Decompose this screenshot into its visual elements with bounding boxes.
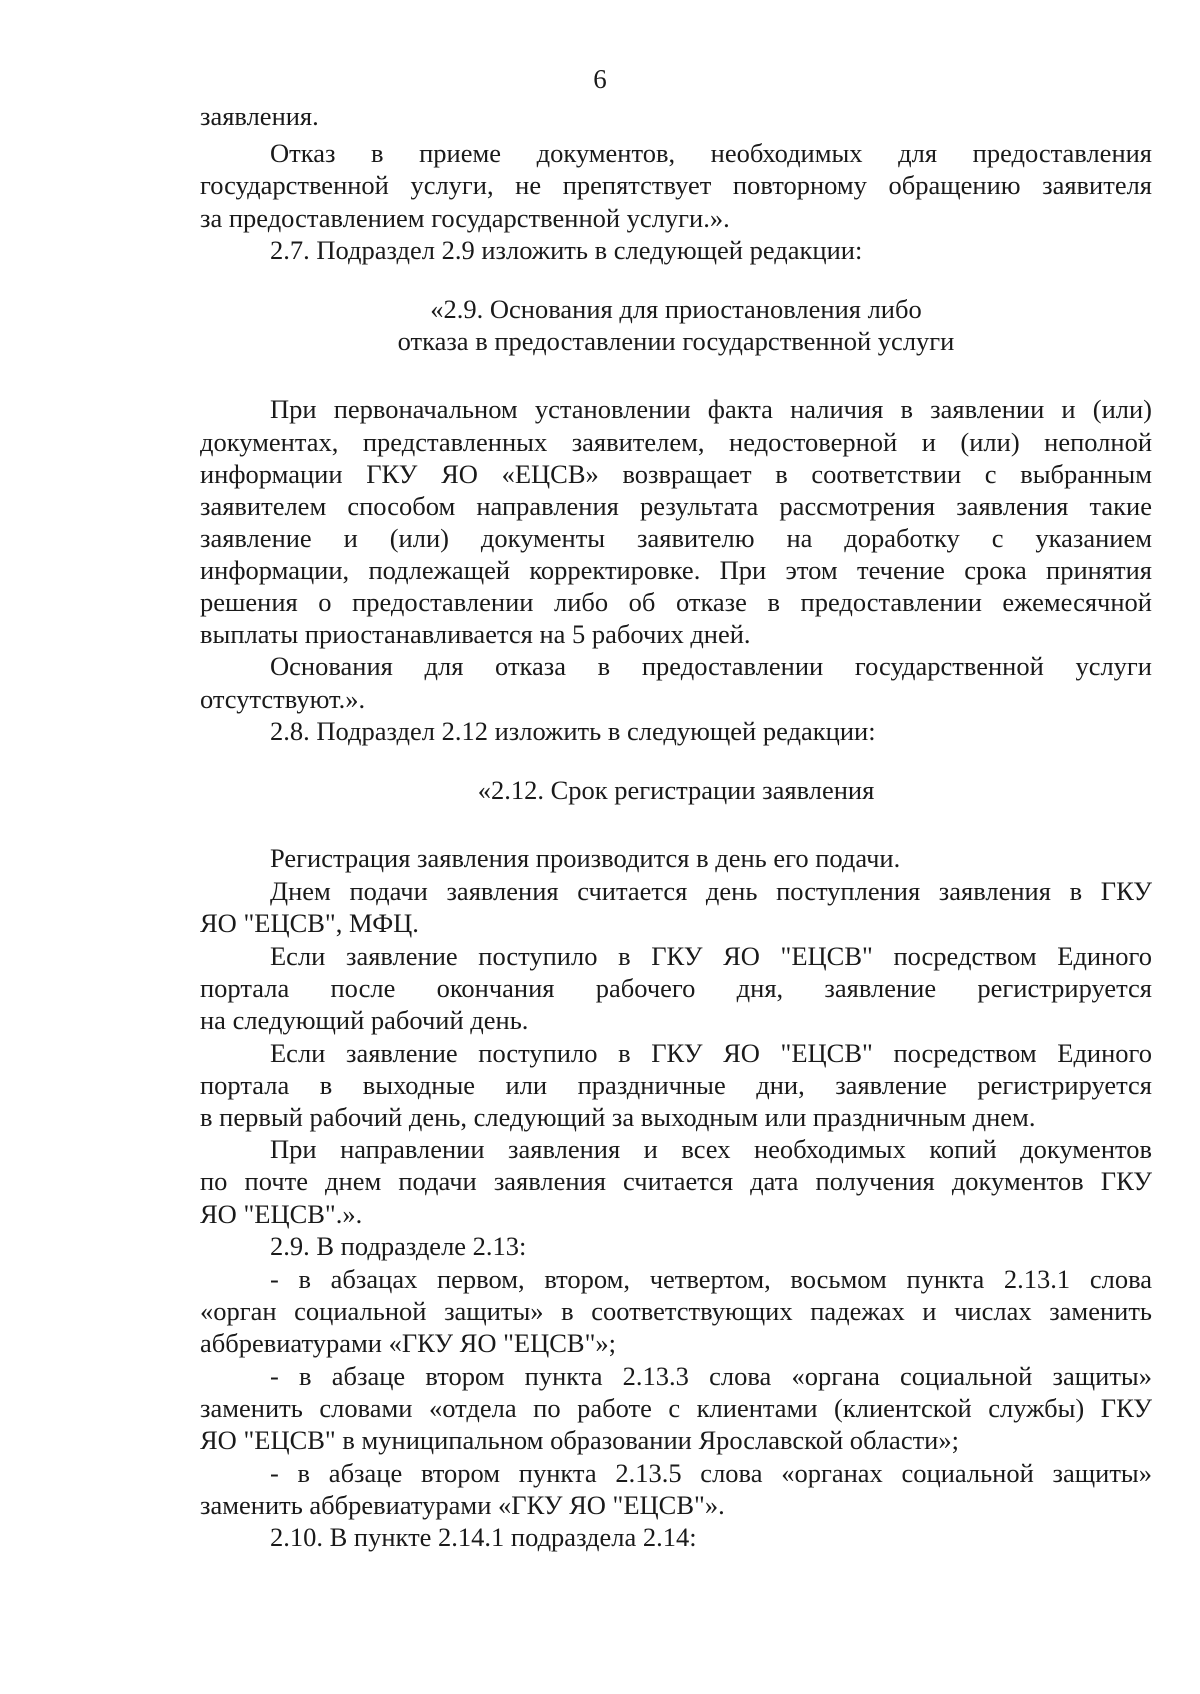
text-line: заменить аббревиатурами «ГКУ ЯО "ЕЦСВ"». xyxy=(200,1490,725,1520)
text-line: в первый рабочий день, следующий за выходным или праздничным днем. xyxy=(200,1102,1036,1132)
text-line: решения о предоставлении либо об отказе в предоставлении ежемесячной xyxy=(200,587,1152,617)
page-number: 6 xyxy=(593,64,607,94)
text-line: документах, представленных заявителем, недостоверной и (или) неполной xyxy=(200,427,1152,457)
text-line: заменить словами «отдела по работе с клиентами (клиентской службы) ГКУ xyxy=(200,1393,1152,1423)
text-line: ЯО "ЕЦСВ" в муниципальном образовании Ярославской области»; xyxy=(200,1425,959,1455)
text-line: заявителем способом направления результата рассмотрения заявления такие xyxy=(200,491,1152,521)
text-line: портала после окончания рабочего дня, заявление регистрируется xyxy=(200,973,1152,1003)
text-line: за предоставлением государственной услуги.». xyxy=(200,203,730,233)
text-line: портала в выходные или праздничные дни, заявление регистрируется xyxy=(200,1070,1152,1100)
text-line: на следующий рабочий день. xyxy=(200,1005,529,1035)
text-line: Если заявление поступило в ГКУ ЯО "ЕЦСВ" посредством Единого xyxy=(270,1038,1152,1068)
text-line: 2.7. Подраздел 2.9 изложить в следующей редакции: xyxy=(270,235,863,265)
text-line: ЯО "ЕЦСВ", МФЦ. xyxy=(200,908,419,938)
text-line: Отказ в приеме документов, необходимых для предоставления xyxy=(270,138,1152,168)
text-line: отсутствуют.». xyxy=(200,684,366,714)
section-heading: «2.9. Основания для приостановления либо xyxy=(430,294,922,324)
text-line: Регистрация заявления производится в день его подачи. xyxy=(270,843,901,873)
text-line: аббревиатурами «ГКУ ЯО "ЕЦСВ"»; xyxy=(200,1328,617,1358)
section-heading: отказа в предоставлении государственной услуги xyxy=(397,326,955,356)
text-line: по почте днем подачи заявления считается дата получения документов ГКУ xyxy=(200,1166,1152,1196)
text-line: заявление и (или) документы заявителю на доработку с указанием xyxy=(200,523,1152,553)
text-line: Основания для отказа в предоставлении государственной услуги xyxy=(270,651,1152,681)
text-line: При направлении заявления и всех необходимых копий документов xyxy=(270,1134,1152,1164)
text-line: информации, подлежащей корректировке. При этом течение срока принятия xyxy=(200,555,1152,585)
text-line: «орган социальной защиты» в соответствующих падежах и числах заменить xyxy=(200,1296,1152,1326)
text-line: При первоначальном установлении факта наличия в заявлении и (или) xyxy=(270,394,1152,424)
text-line: заявления. xyxy=(200,101,319,131)
text-line: государственной услуги, не препятствует повторному обращению заявителя xyxy=(200,170,1152,200)
text-line: 2.8. Подраздел 2.12 изложить в следующей редакции: xyxy=(270,716,876,746)
text-line: - в абзацах первом, втором, четвертом, восьмом пункта 2.13.1 слова xyxy=(270,1264,1152,1294)
text-line: - в абзаце втором пункта 2.13.3 слова «органа социальной защиты» xyxy=(270,1361,1152,1391)
text-line: выплаты приостанавливается на 5 рабочих дней. xyxy=(200,619,751,649)
text-line: ЯО "ЕЦСВ".». xyxy=(200,1199,363,1229)
text-line: - в абзаце втором пункта 2.13.5 слова «органах социальной защиты» xyxy=(270,1458,1152,1488)
section-heading: «2.12. Срок регистрации заявления xyxy=(477,775,875,805)
text-line: 2.10. В пункте 2.14.1 подраздела 2.14: xyxy=(270,1522,697,1552)
text-line: информации ГКУ ЯО «ЕЦСВ» возвращает в соответствии с выбранным xyxy=(200,459,1152,489)
text-line: Если заявление поступило в ГКУ ЯО "ЕЦСВ" посредством Единого xyxy=(270,941,1152,971)
text-line: Днем подачи заявления считается день поступления заявления в ГКУ xyxy=(270,876,1152,906)
text-line: 2.9. В подразделе 2.13: xyxy=(270,1231,527,1261)
